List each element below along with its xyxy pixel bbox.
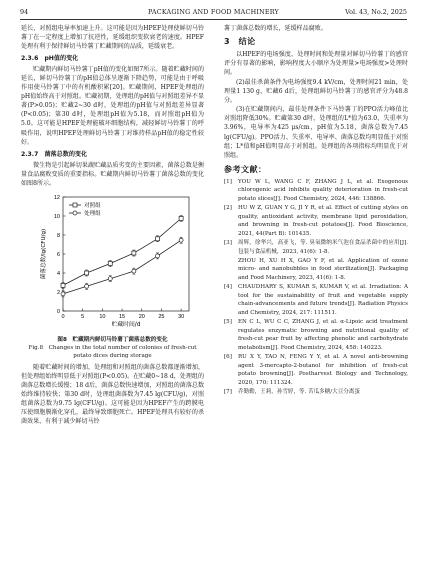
page-header xyxy=(20,6,407,18)
legend-marker-control xyxy=(73,203,77,207)
x-tick-label: 25 xyxy=(158,313,165,320)
y-tick-label: 2 xyxy=(56,289,60,296)
reference-text: YOU W L, WANG C F, ZHANG J L, et al. Exogenous chlorogenic acid inhibits quality deterioration in fresh-cut potato slices[J]. Food Chemistry, 2024, 446: 138866. xyxy=(238,178,408,202)
reference-number: [5] xyxy=(224,319,232,326)
data-point-control xyxy=(61,283,65,287)
data-point-control xyxy=(156,237,160,241)
reference-item xyxy=(224,318,408,352)
y-axis-label: 菌落总数/lg(CFU/g) xyxy=(41,228,47,279)
data-point-control xyxy=(85,271,89,275)
references-heading: 参考文献： xyxy=(224,164,267,174)
paragraph-intro: 延长，对照组电导率加速上升。这可能是因为HPEF处理使鲜切马铃薯丁在一定程度上增加了抗逆性，延缓组织变软衰老的速度。HPEF处理有利于保持鲜切马铃薯丁贮藏期间的品质，延缓衰老。 xyxy=(21,25,204,51)
figure-8 xyxy=(21,191,204,361)
figure-caption-cn: 图8 贮藏期内鲜切马铃薯丁菌落总数的变化 xyxy=(57,336,168,343)
reference-number: [3] xyxy=(224,240,232,247)
reference-item xyxy=(224,204,408,238)
legend-label: 处理组 xyxy=(84,210,101,217)
reference-item xyxy=(224,239,408,256)
data-point-treatment xyxy=(61,292,65,296)
reference-text: CHAUDHARY S, KUMAR S, KUMAR V, et al. Irradiation: A tool for the sustainability of fruit and vegetable supply chain-advancements and future trends[J]. Radiation Physics and Chemistry, 2024, 217: 111511. xyxy=(238,284,408,316)
data-point-control xyxy=(108,261,112,265)
legend-marker-treatment xyxy=(73,211,77,215)
y-tick-label: 12 xyxy=(53,194,60,201)
reference-number: [6] xyxy=(224,354,232,361)
section-2-3-7-heading: 2.3.7 菌落总数的变化 xyxy=(21,150,88,158)
reference-item xyxy=(224,257,408,283)
reference-number: [1] xyxy=(224,178,232,185)
conclusion-3: (3)在贮藏期间内，最佳处理条件下马铃薯丁的PPO活力峰值比对照组降低30%。贮藏第30 d时，处理组的L*值为63.0，失重率为3.96%，电导率为425 μs/cm，pH值为5.18，菌落总数为7.45 lg(CFU/g)。PPO活力、失重率、电导率、菌落总数均明显低于对照组；L*值和pH值明显高于对照组。处理组的各项指标均明显优于对照组。 xyxy=(224,106,408,159)
reference-list xyxy=(224,178,408,397)
reference-item xyxy=(224,388,408,397)
reference-number: [7] xyxy=(224,389,232,396)
reference-number xyxy=(224,257,238,283)
colony-count-chart xyxy=(37,191,197,331)
y-tick-label: 4 xyxy=(56,270,60,277)
reference-item xyxy=(224,283,408,317)
header-divider xyxy=(20,19,407,20)
plot-frame xyxy=(63,197,189,311)
reference-text: ZHOU H, XU H X, GAO Y F, et al. Application of ozone micro- and nanobubbles in food sterilization[J]. Packaging and Food Machinery, 2023, 41(6): 1-8. xyxy=(238,257,408,282)
reference-text: EN C L, WU C C, ZHANG J, et al. α-Lipoic acid treatment regulates enzymatic browning and nutritional quality of fresh-cut pear fruit by affecting phenolic and carbohydrate metabolism[J]. Food Chemistry, 2024, 458: 140223. xyxy=(238,319,408,351)
data-point-control xyxy=(132,251,136,255)
reference-text: HU W Z, GUAN Y G, JI Y R, et al. Effect of cutting styles on quality, antioxidant activity, membrane lipid peroxidation, and browning in fresh-cut potatoes[J]. Food Bioscience, 2021, 44(Part B): 101435. xyxy=(238,205,408,237)
data-point-treatment xyxy=(85,284,89,288)
figure-caption-en-1: Fig.8 Changes in the total number of colonies of fresh-cut xyxy=(28,344,197,351)
data-point-treatment xyxy=(179,238,183,242)
conclusion-2: (2)最佳杀菌条件为电场强度9.4 kV/cm，处理时间21 min，处理量1 130 g，贮藏6 d后，处理组鲜切马铃薯丁的感官评分为48.8分。 xyxy=(224,78,408,104)
data-point-treatment xyxy=(156,254,160,258)
y-tick-label: 10 xyxy=(53,213,60,220)
section-2-3-6-heading: 2.3.6 pH值的变化 xyxy=(21,55,79,63)
reference-item xyxy=(224,353,408,387)
conclusion-1: 以HPEF的电场强度、处理时间和处理量对鲜切马铃薯丁的感官评分有显著的影响，影响程度大小顺序为处理量>电场强度>处理时间。 xyxy=(224,51,408,77)
reference-text: 周辉，徐华兴，高亚飞，等. 臭氧微纳米气泡在食品杀菌中的应用[J]. 包装与食品机械，2023, 41(6): 1-8. xyxy=(238,240,408,255)
data-point-treatment xyxy=(132,269,136,273)
section-3-heading: 3 结论 xyxy=(224,37,256,47)
journal-name: PACKAGING AND FOOD MACHINERY xyxy=(148,8,279,16)
reference-item xyxy=(224,178,408,204)
y-tick-label: 0 xyxy=(56,308,60,315)
data-point-treatment xyxy=(108,276,112,280)
right-column xyxy=(224,24,408,397)
x-tick-label: 20 xyxy=(138,313,145,320)
x-tick-label: 5 xyxy=(81,313,85,320)
page-number: 94 xyxy=(20,8,29,16)
x-tick-label: 15 xyxy=(119,313,126,320)
x-tick-label: 10 xyxy=(99,313,106,320)
reference-number: [2] xyxy=(224,205,232,212)
y-tick-label: 6 xyxy=(56,251,60,258)
paragraph-colony-intro: 微生物是引起鲜切果蔬贮藏品质劣变的主要因素，菌落总数是衡量食品腐败变质的重要指标。贮藏期内鲜切马铃薯丁菌落总数的变化如图8所示。 xyxy=(21,161,204,187)
x-axis-label: 贮藏时间/d xyxy=(111,321,141,328)
left-column xyxy=(21,24,204,427)
paragraph-ph: 贮藏期内鲜切马铃薯丁pH值的变化如图7所示。随着贮藏时间的延长，鲜切马铃薯丁的pH值总体呈逐渐下降趋势，可能是由于呼吸作用使马铃薯丁中的有机酸积累[20]。贮藏期间，HPEF处理组的pH值始终高于对照组。贮藏初期，处理组的pH值与对照组差异不显著(P>0.05)；贮藏2~30 d时，处理组的pH值与对照组差异显著(P<0.05)；第30 d时，处理组pH值为5.18，而对照组pH值为5.0。这可能是HPEF处理能破坏细胞结构，减轻鲜切马铃薯丁的呼吸作用，说明HPEF处理鲜切马铃薯丁对维持样品pH值的稳定性较好。 xyxy=(21,66,204,146)
data-point-control xyxy=(179,216,183,220)
figure-caption-en-2: potato dices during storage xyxy=(73,352,152,359)
x-tick-label: 0 xyxy=(61,313,65,320)
y-tick-label: 8 xyxy=(56,232,60,239)
volume-info: Vol. 43, No.2, 2025 xyxy=(345,8,407,16)
reference-number: [4] xyxy=(224,284,232,291)
reference-text: RU X Y, TAO N, FENG Y Y, et al. A novel anti-browning agent 3-mercapto-2-butanol for inhibition of fresh-cut potato browning[J]. Postharvest Biology and Technology, 2020, 170: 111324. xyxy=(238,354,408,386)
legend-label: 对照组 xyxy=(84,202,101,209)
reference-text: 乔勤勤，王莉，孙雪婷，等. 苦瓜多糖/大豆分离蛋 xyxy=(238,389,360,396)
paragraph-continued: 薯丁菌落总数的增长，延缓样品腐败。 xyxy=(224,25,327,32)
series-line-treatment xyxy=(63,240,181,294)
paragraph-colony-discussion: 随着贮藏时间的增加，处理组和对照组的菌落总数都逐渐增加，但处理组始终明显低于对照组(P<0.05)。在贮藏0~18 d，处理组的菌落总数增长缓慢；18 d后，菌落总数快速增加，对照组的菌落总数始终维持较快；第30 d时，处理组菌落数为7.45 lg(CFU/g)，对照组菌落总数为9.75 lg(CFU/g)。这可能是因为HPEF产生的跨膜电压使细胞膜渐化穿孔，最终导致细胞死亡。HPEF处理具有较好的杀菌效果，有利于减少鲜切马铃 xyxy=(21,363,204,426)
x-tick-label: 30 xyxy=(178,313,185,320)
